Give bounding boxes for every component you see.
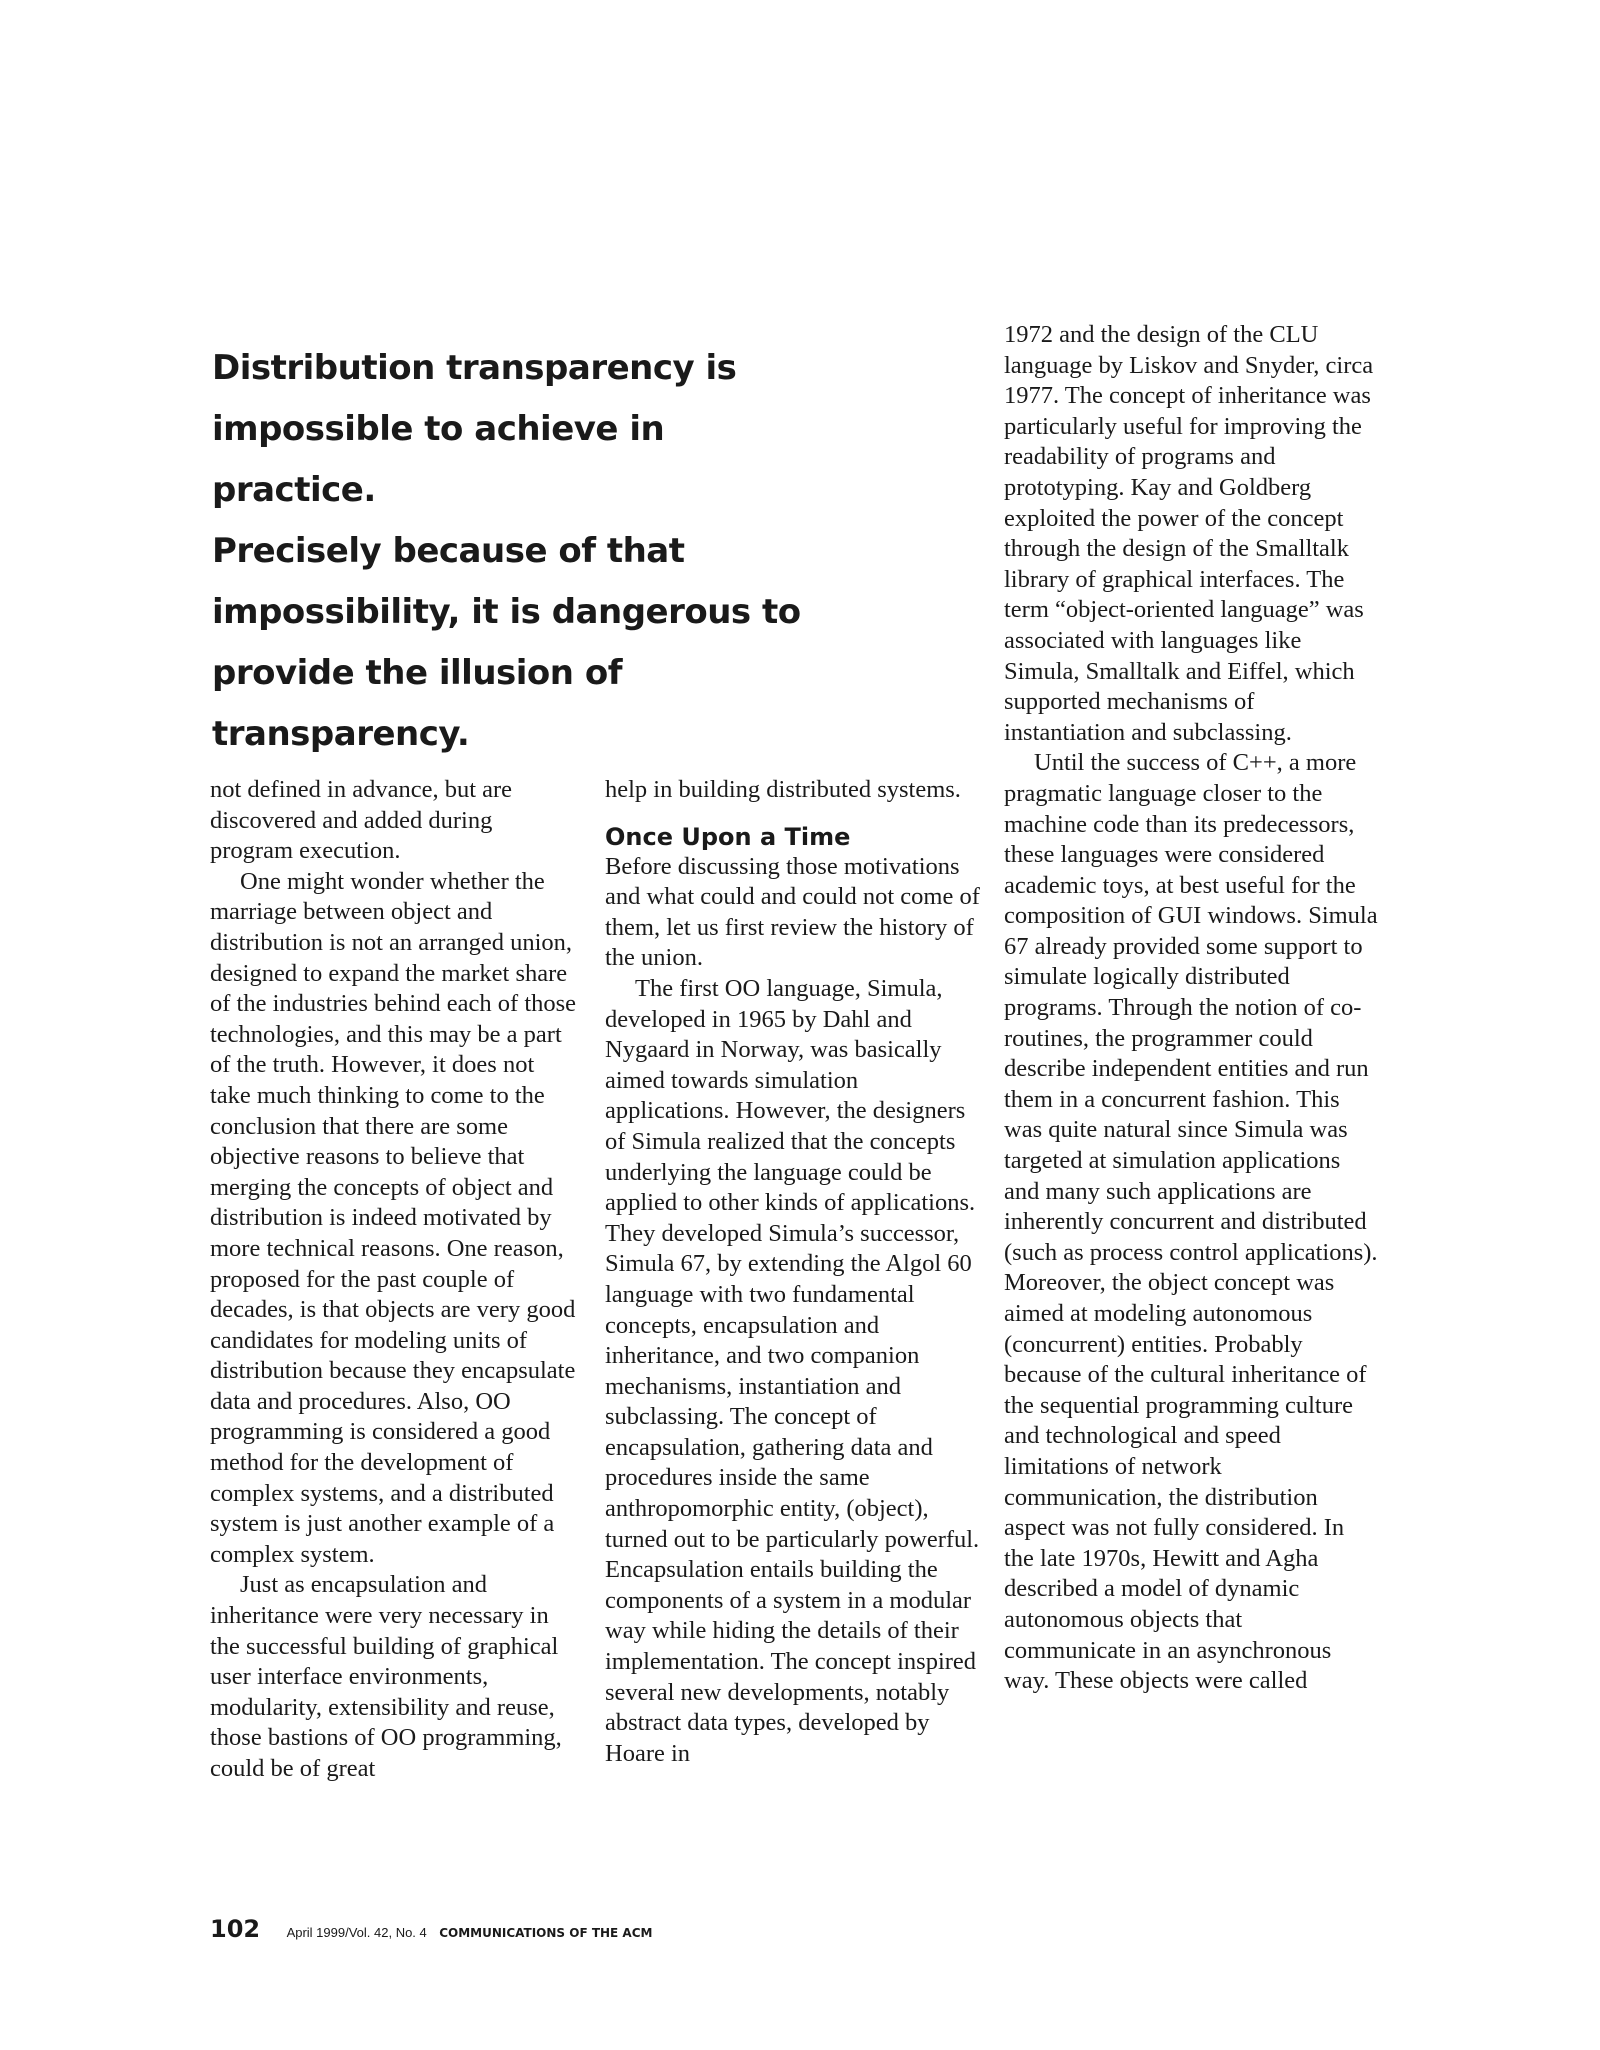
issue-info: April 1999/Vol. 42, No. 4 <box>286 1925 427 1940</box>
page-number: 102 <box>210 1915 261 1943</box>
pull-quote-line: Distribution transparency is <box>212 348 737 388</box>
text-column-middle <box>605 775 980 1769</box>
pull-quote-line: Precisely because of that <box>212 531 685 571</box>
pull-quote <box>212 338 812 765</box>
paragraph: not defined in advance, but are discovered and added during program execution. <box>210 776 513 865</box>
paragraph: One might wonder whether the marriage between object and distribution is not an arranged union, designed to expand the market share of the industries behind each of those technologies, and this may be a part of the truth. However, it does not take much thinking to come to the conclusion that there are some objective reasons to believe that merging the concepts of object and distribution is indeed motivated by more technical reasons. One reason, proposed for the past couple of decades, is that objects are very good candidates for modeling units of distribution because they encapsulate data and procedures. Also, OO programming is considered a good method for the development of complex systems, and a distributed system is just another example of a complex system. <box>210 867 577 1568</box>
text-column-left <box>210 775 580 1785</box>
text-column-right <box>1004 320 1379 1697</box>
paragraph: Just as encapsulation and inheritance were very necessary in the successful building of graphical user interface environments, modularity, extensibility and reuse, those bastions of OO programming, could be of great <box>210 1571 562 1782</box>
pull-quote-line: impossible to achieve in practice. <box>212 409 665 510</box>
paragraph: Until the success of C++, a more pragmatic language closer to the machine code than its predecessors, these languages were considered academic toys, at best useful for the composition of GUI windows. Simula 67 already provided some support to simulate logically distributed programs. Through the notion of co-routines, the programmer could describe independent entities and run them in a concurrent fashion. This was quite natural since Simula was targeted at simulation applications and many such applications are inherently concurrent and distributed (such as process control applications). Moreover, the object concept was aimed at modeling autonomous (concurrent) entities. Probably because of the cultural inheritance of the sequential programming culture and technological and speed limitations of network communication, the distribution aspect was not fully considered. In the late 1970s, Hewitt and Agha described a model of dynamic autonomous objects that communicate in an asynchronous way. These objects were called <box>1004 749 1378 1695</box>
paragraph: 1972 and the design of the CLU language by Liskov and Snyder, circa 1977. The concept of inheritance was particularly useful for improving the readability of programs and prototyping. Kay and Goldberg exploited the power of the concept through the design of the Smalltalk library of graphical interfaces. The term “object-oriented language” was associated with languages like Simula, Smalltalk and Eiffel, which supported mechanisms of instantiation and subclassing. <box>1004 321 1374 746</box>
pull-quote-line: provide the illusion of <box>212 653 622 693</box>
section-heading: Once Upon a Time <box>605 822 851 851</box>
pull-quote-line: impossibility, it is dangerous to <box>212 592 801 632</box>
paragraph: Before discussing those motivations and what could and could not come of them, let us first review the history of the union. <box>605 852 980 972</box>
pull-quote-line: transparency. <box>212 714 470 754</box>
journal-name: COMMUNICATIONS OF THE ACM <box>439 1926 653 1940</box>
paragraph: help in building distributed systems. <box>605 776 961 803</box>
paragraph: The first OO language, Simula, developed in 1965 by Dahl and Nygaard in Norway, was basically aimed towards simulation applications. However, the designers of Simula realized that the concepts underlying the language could be applied to other kinds of applications. They developed Simula’s successor, Simula 67, by extending the Algol 60 language with two fundamental concepts, encapsulation and inheritance, and two companion mechanisms, instantiation and subclassing. The concept of encapsulation, gathering data and procedures inside the same anthropomorphic entity, (object), turned out to be particularly powerful. Encapsulation entails building the components of a system in a modular way while hiding the details of their implementation. The concept inspired several new developments, notably abstract data types, developed by Hoare in <box>605 974 980 1767</box>
page-footer <box>210 1915 652 1943</box>
